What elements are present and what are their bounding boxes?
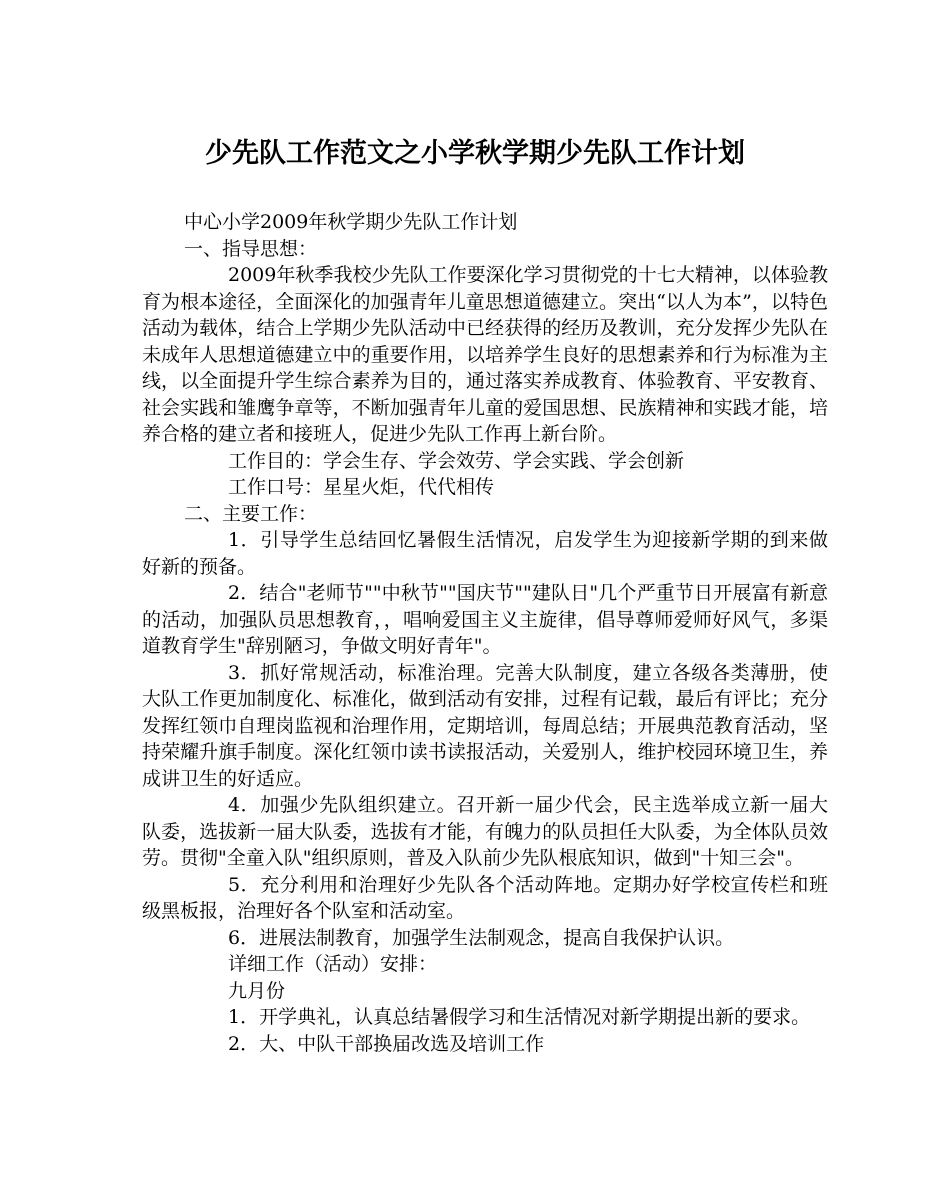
paragraph-guiding-thought: 2009年秋季我校少先队工作要深化学习贯彻党的十七大精神，以体验教育为根本途径，全面深化的加强青年儿童思想道德建立。突出“以人为本”，以特色活动为载体，结合上学期少先队活动中已经获得的经历及教训，充分发挥少先队在未成年人思想道德建立中的重要作用，以培养学生良好的思想素养和行为标准为主线，以全面提升学生综合素养为目的，通过落实养成教育、体验教育、平安教育、社会实践和雏鹰争章等，不断加强青年儿童的爱国思想、民族精神和实践才能，培养合格的建立者和接班人，促进少先队工作再上新台阶。	[142, 264, 828, 445]
plan-heading: 中心小学2009年秋学期少先队工作计划	[184, 211, 518, 233]
paragraph-item-2: 2．结合"老师节""中秋节""国庆节""建队日"几个严重节日开展富有新意的活动，加强队员思想教育，，唱响爱国主义主旋律，倡导尊师爱师好风气，多渠道教育学生"辞别陋习，争做文明好青年"。	[142, 582, 828, 657]
section-heading-main-work: 二、主要工作：	[184, 502, 318, 525]
paragraph-item-3: 3．抓好常规活动，标准治理。完善大队制度，建立各级各类薄册，使大队工作更加制度化、标准化，做到活动有安排，过程有记载，最后有评比；充分发挥红领巾自理岗监视和治理作用，定期培训，每周总结；开展典范教育活动，坚持荣耀升旗手制度。深化红领巾读书读报活动，关爱别人，维护校园环境卫生，养成讲卫生的好适应。	[142, 661, 828, 790]
month-heading-september: 九月份	[228, 979, 286, 1002]
paragraph-item-5: 5．充分利用和治理好少先队各个活动阵地。定期办好学校宣传栏和班级黑板报，治理好各个队室和活动室。	[142, 873, 828, 922]
paragraph-work-slogan: 工作口号：星星火炬，代代相传	[228, 476, 495, 498]
paragraph-item-4: 4．加强少先队组织建立。召开新一届少代会，民主选举成立新一届大队委，选拔新一届大队委，选拔有才能，有魄力的队员担任大队委，为全体队员效劳。贯彻"全童入队"组织原则，普及入队前少先队根底知识，做到"十知三会"。	[142, 794, 828, 869]
paragraph-work-goal: 工作目的：学会生存、学会效劳、学会实践、学会创新	[228, 449, 685, 472]
document-title: 少先队工作范文之小学秋学期少先队工作计划	[205, 138, 745, 169]
schedule-item-2: 2．大、中队干部换届改选及培训工作	[228, 1032, 545, 1055]
schedule-item-1: 1．开学典礼，认真总结暑假学习和生活情况对新学期提出新的要求。	[228, 1006, 811, 1028]
paragraph-item-6: 6．进展法制教育，加强学生法制观念，提高自我保护认识。	[228, 926, 735, 949]
section-heading-guiding-thought: 一、指导思想：	[184, 237, 318, 260]
paragraph-item-1: 1．引导学生总结回忆暑假生活情况，启发学生为迎接新学期的到来做好新的预备。	[142, 529, 828, 578]
schedule-heading: 详细工作（活动）安排：	[228, 953, 438, 975]
document-body	[142, 209, 828, 1057]
